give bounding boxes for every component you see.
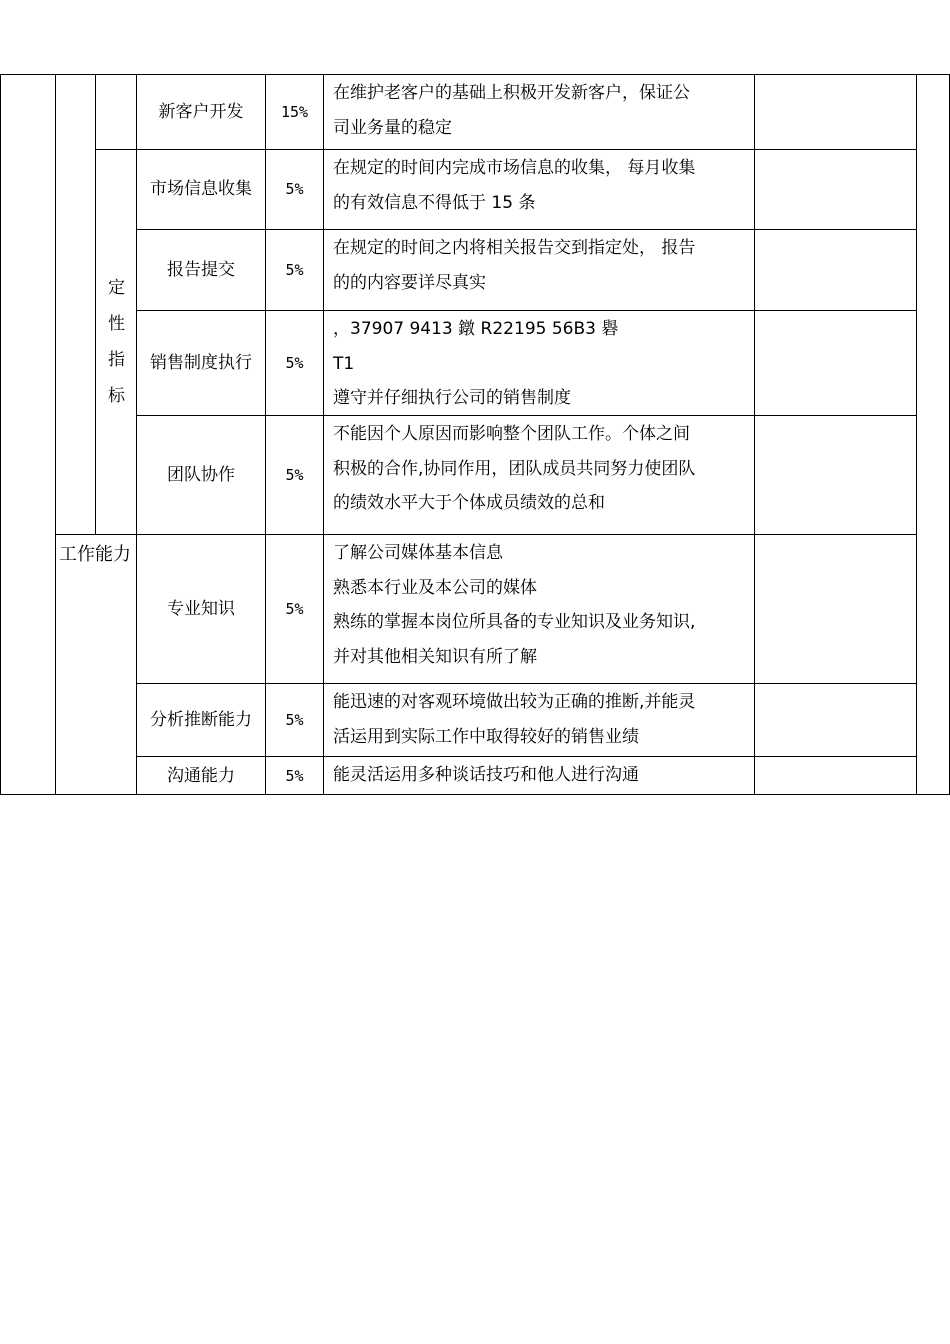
description-line: 的的内容要详尽真实 — [333, 272, 486, 293]
weight-value: 5% — [285, 766, 304, 785]
standard-description — [324, 74, 754, 149]
description-line: 的有效信息不得低于 15 条 — [333, 192, 536, 213]
description-line: 司业务量的稳定 — [333, 117, 452, 138]
category-column — [56, 74, 96, 534]
description-line: 熟练的掌握本岗位所具备的专业知识及业务知识, — [333, 612, 696, 632]
score-cell — [755, 534, 916, 683]
qualitative-char-3: 指 — [108, 350, 125, 370]
indicator-name: 专业知识 — [167, 598, 235, 619]
indicator-name: 新客户开发 — [158, 101, 244, 122]
indicator-name: 沟通能力 — [167, 765, 235, 786]
indicator-name: 团队协作 — [167, 464, 235, 485]
qualitative-char-1: 定 — [108, 278, 125, 298]
work-ability-label: 工作能力 — [59, 544, 131, 565]
description-line: 并对其他相关知识有所了解 — [333, 646, 537, 667]
standard-description — [324, 149, 754, 229]
description-line: 积极的合作,协同作用，团队成员共同努力使团队 — [333, 458, 696, 479]
description-line: 了解公司媒体基本信息 — [333, 543, 503, 563]
description-line: ，37907 9413 鐓 R22195 56B3 礜 — [333, 319, 619, 339]
score-cell — [755, 683, 916, 756]
score-cell — [755, 310, 916, 415]
standard-description — [324, 229, 754, 310]
standard-description — [324, 756, 754, 795]
description-line: 熟悉本行业及本公司的媒体 — [333, 577, 537, 598]
weight-value: 5% — [285, 465, 304, 484]
qualitative-char-4: 标 — [108, 386, 125, 406]
description-line: 在规定的时间内完成市场信息的收集， 每月收集 — [333, 158, 696, 178]
score-cell — [755, 415, 916, 534]
indicator-name: 报告提交 — [167, 259, 235, 280]
weight-value: 5% — [285, 710, 304, 729]
weight-value: 5% — [285, 599, 304, 618]
standard-description — [324, 310, 754, 415]
score-cell — [755, 149, 916, 229]
standard-description — [324, 415, 754, 534]
weight-value: 5% — [285, 353, 304, 372]
weight-value: 5% — [285, 260, 304, 279]
description-line: 在维护老客户的基础上积极开发新客户，保证公 — [333, 83, 690, 103]
score-cell — [755, 229, 916, 310]
qualitative-indicator-label — [96, 149, 137, 534]
description-line: 活运用到实际工作中取得较好的销售业绩 — [333, 726, 639, 747]
description-line: 遵守并仔细执行公司的销售制度 — [333, 388, 571, 408]
description-line: T1 — [333, 353, 355, 374]
score-cell — [755, 756, 916, 795]
description-line: 能灵活运用多种谈话技巧和他人进行沟通 — [333, 765, 639, 785]
standard-description — [324, 534, 754, 683]
work-ability-group — [56, 534, 137, 795]
description-line: 在规定的时间之内将相关报告交到指定处， 报告 — [333, 238, 696, 258]
description-line: 不能因个人原因而影响整个团队工作。个体之间 — [333, 424, 690, 444]
indicator-name: 销售制度执行 — [150, 352, 252, 373]
weight-value: 15% — [280, 102, 309, 121]
description-line: 的绩效水平大于个体成员绩效的总和 — [333, 493, 605, 513]
description-line: 能迅速的对客观环境做出较为正确的推断,并能灵 — [333, 692, 696, 712]
left-margin-column — [0, 74, 56, 795]
qualitative-char-2: 性 — [108, 314, 125, 334]
standard-description — [324, 683, 754, 756]
score-cell — [755, 74, 916, 149]
indicator-name: 分析推断能力 — [150, 709, 252, 730]
indicator-name: 市场信息收集 — [150, 179, 252, 199]
right-margin-column — [916, 74, 950, 795]
weight-value: 5% — [285, 180, 304, 198]
